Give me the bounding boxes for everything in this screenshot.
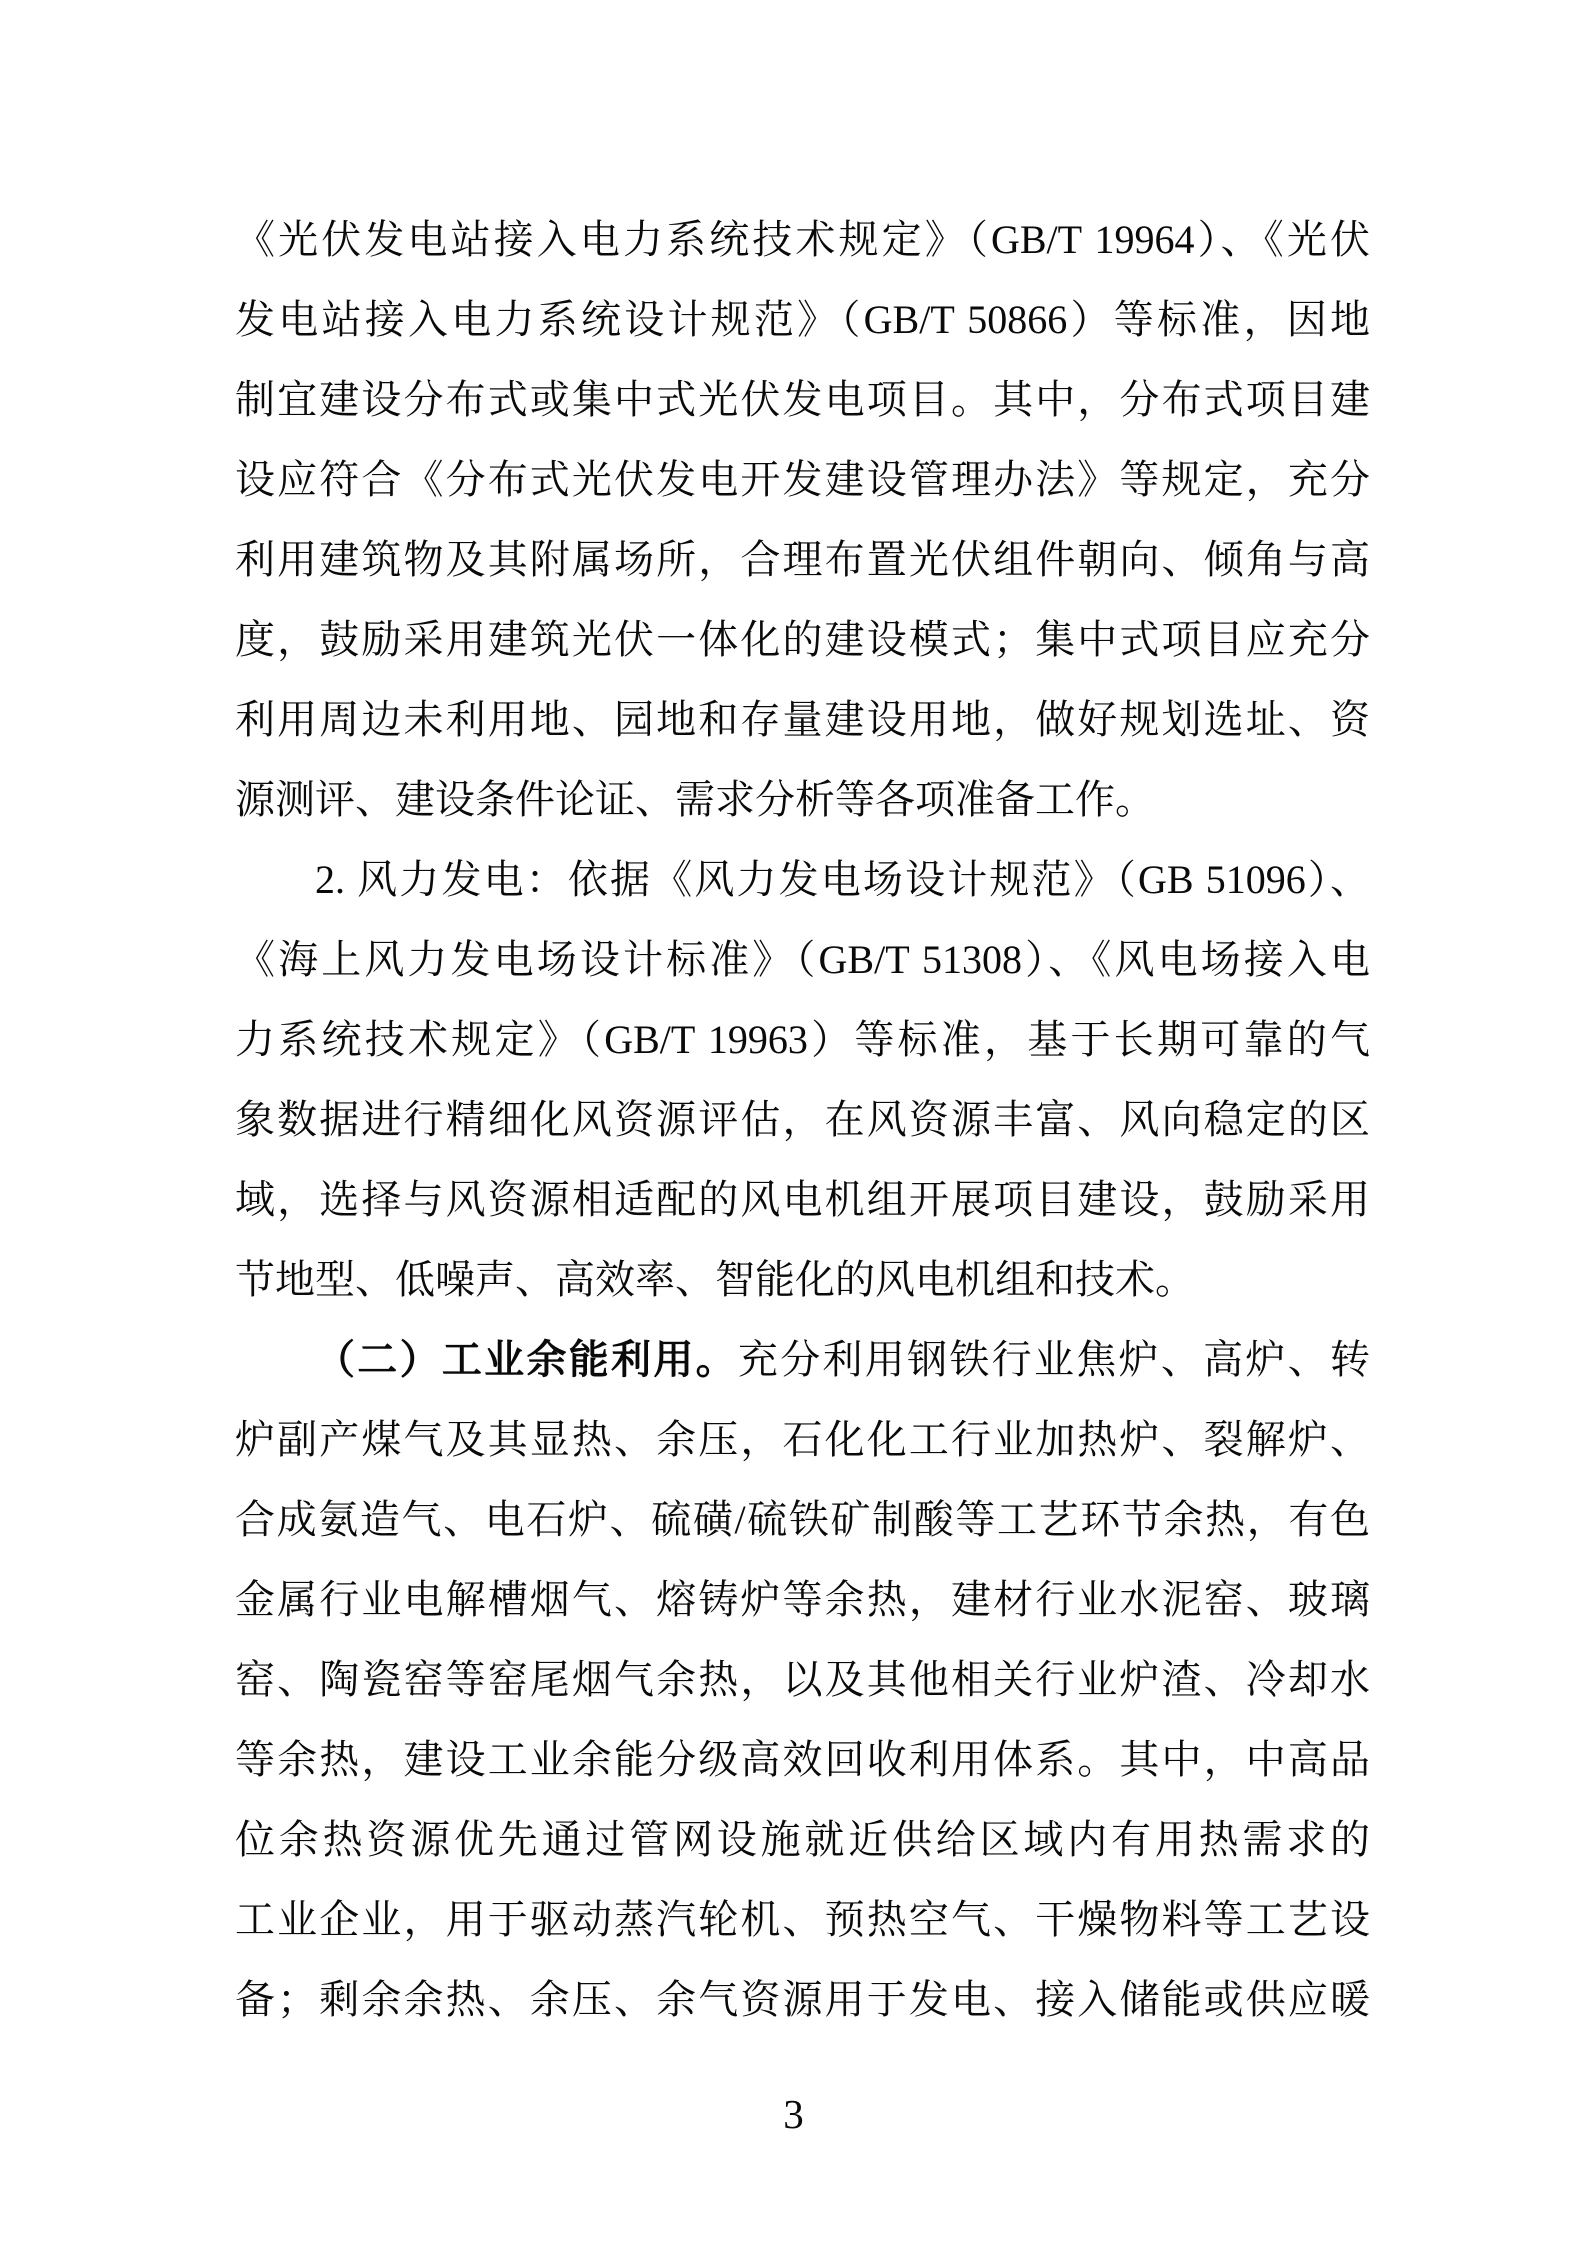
text-line bbox=[235, 280, 1370, 360]
text-segment: 窑、陶瓷窑等窑尾烟气余热，以及其他相关行业炉渣、冷却水 bbox=[235, 1657, 1370, 1702]
text-line bbox=[235, 1800, 1370, 1880]
text-line bbox=[235, 680, 1370, 760]
text-line bbox=[235, 360, 1370, 440]
text-line bbox=[235, 1320, 1370, 1400]
text-line bbox=[235, 520, 1370, 600]
text-segment: 炉副产煤气及其显热、余压，石化化工行业加热炉、裂解炉、 bbox=[235, 1417, 1370, 1462]
text-segment: 利用周边未利用地、园地和存量建设用地，做好规划选址、资 bbox=[235, 697, 1370, 742]
text-segment: 制宜建设分布式或集中式光伏发电项目。其中，分布式项目建 bbox=[235, 377, 1370, 422]
text-line bbox=[235, 1000, 1370, 1080]
text-line bbox=[235, 1400, 1370, 1480]
text-segment: 发电站接入电力系统设计规范》（GB/T 50866）等标准，因地 bbox=[235, 297, 1370, 342]
text-line bbox=[235, 600, 1370, 680]
text-segment: 《海上风力发电场设计标准》（GB/T 51308）、《风电场接入电 bbox=[235, 937, 1370, 982]
text-line bbox=[235, 1720, 1370, 1800]
text-line bbox=[235, 1560, 1370, 1640]
text-segment: 工业企业，用于驱动蒸汽轮机、预热空气、干燥物料等工艺设 bbox=[235, 1897, 1370, 1942]
text-block bbox=[235, 200, 1370, 2040]
text-segment: 备；剩余余热、余压、余气资源用于发电、接入储能或供应暖 bbox=[235, 1977, 1370, 2022]
text-segment: 设应符合《分布式光伏发电开发建设管理办法》等规定，充分 bbox=[235, 457, 1370, 502]
text-segment: 位余热资源优先通过管网设施就近供给区域内有用热需求的 bbox=[235, 1817, 1370, 1862]
text-segment: 源测评、建设条件论证、需求分析等各项准备工作。 bbox=[235, 777, 1155, 822]
text-line bbox=[235, 760, 1370, 840]
text-line bbox=[235, 1240, 1370, 1320]
text-line bbox=[235, 1880, 1370, 1960]
text-segment: 利用建筑物及其附属场所，合理布置光伏组件朝向、倾角与高 bbox=[235, 537, 1370, 582]
bold-lead-in: （二）工业余能利用。 bbox=[315, 1338, 738, 1382]
text-segment: 域，选择与风资源相适配的风电机组开展项目建设，鼓励采用 bbox=[235, 1177, 1370, 1222]
text-line bbox=[235, 1640, 1370, 1720]
text-segment: 节地型、低噪声、高效率、智能化的风电机组和技术。 bbox=[235, 1257, 1195, 1302]
text-segment: 等余热，建设工业余能分级高效回收利用体系。其中，中高品 bbox=[235, 1737, 1370, 1782]
text-line bbox=[235, 920, 1370, 1000]
text-line bbox=[235, 440, 1370, 520]
text-segment: 力系统技术规定》（GB/T 19963）等标准，基于长期可靠的气 bbox=[235, 1017, 1370, 1062]
text-segment: 充分利用钢铁行业焦炉、高炉、转 bbox=[737, 1337, 1371, 1382]
text-segment: 合成氨造气、电石炉、硫磺/硫铁矿制酸等工艺环节余热，有色 bbox=[235, 1497, 1370, 1542]
text-segment: 度，鼓励采用建筑光伏一体化的建设模式；集中式项目应充分 bbox=[235, 617, 1370, 662]
page-number: 3 bbox=[783, 2091, 804, 2137]
text-segment: 《光伏发电站接入电力系统技术规定》（GB/T 19964）、《光伏 bbox=[235, 217, 1370, 262]
text-segment: 金属行业电解槽烟气、熔铸炉等余热，建材行业水泥窑、玻璃 bbox=[235, 1577, 1370, 1622]
text-line bbox=[235, 1160, 1370, 1240]
text-line bbox=[235, 200, 1370, 280]
text-line bbox=[235, 1960, 1370, 2040]
text-segment: 象数据进行精细化风资源评估，在风资源丰富、风向稳定的区 bbox=[235, 1097, 1370, 1142]
text-segment: 2. 风力发电：依据《风力发电场设计规范》（GB 51096）、 bbox=[315, 857, 1370, 902]
text-line bbox=[235, 840, 1370, 920]
text-line bbox=[235, 1080, 1370, 1160]
text-line bbox=[235, 1480, 1370, 1560]
